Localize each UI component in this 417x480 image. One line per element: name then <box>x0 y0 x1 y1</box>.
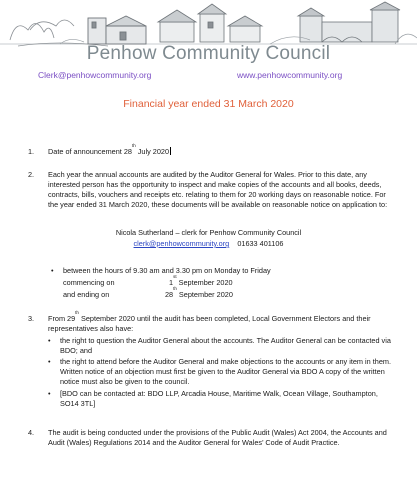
text-cursor <box>170 147 171 155</box>
item-number: 3. <box>28 314 35 323</box>
bdo-address: [BDO can be contacted at: BDO LLP, Arcadia House, Maritime Walk, Ocean Village, Southampton, SO14 3TL] <box>60 389 378 408</box>
electors-intro <box>48 310 398 334</box>
right-to-question: the right to question the Auditor General about the accounts. The Auditor General can be contacted via BDO; and <box>60 336 391 355</box>
commencing-row <box>63 274 393 288</box>
audit-provisions: The audit is being conducted under the provisions of the Public Audit (Wales) Act 2004, the Accounts and Audit (Wales) Regulations 2014 and the Auditor General for Wales’ Code of Audit Practice. <box>48 428 387 447</box>
intro-sup: th <box>75 310 79 315</box>
clerk-phone: 01633 401106 <box>237 239 284 248</box>
hours-bullet <box>51 266 393 276</box>
bullet-dot: • <box>48 336 51 345</box>
date-text-end: July 2020 <box>135 147 170 156</box>
inspection-paragraph: Each year the annual accounts are audited by the Auditor General for Wales. Prior to this date, any interested person has the opportunity to inspect and make copies of the accounts and all books, deeds, contracts, bills, vouchers and receipts etc. relating to them for 20 working days on reasonable notice. For the year ended 31 March 2020, these documents will be available on reasonable notice on application to: <box>48 170 388 209</box>
contact-name: Nicola Sutherland – clerk for Penhow Community Council <box>115 228 302 237</box>
ending-month: September 2020 <box>176 290 233 299</box>
bullet-dot: • <box>48 389 51 398</box>
ending-day: 28 <box>165 290 174 299</box>
commencing-sup: st <box>173 274 177 279</box>
clerk-email-link[interactable]: clerk@penhowcommunity.org <box>133 239 230 248</box>
ending-sup: th <box>173 286 177 291</box>
bullet-dot: • <box>48 357 51 366</box>
ending-date <box>165 286 233 300</box>
contact-line <box>0 239 417 249</box>
item-number: 2. <box>28 170 35 179</box>
commencing-date <box>169 274 233 288</box>
ending-row <box>63 286 393 300</box>
council-name: Penhow Community Council <box>86 43 331 64</box>
date-text: Date of announcement 28 <box>48 147 132 156</box>
commencing-label: commencing on <box>63 278 115 287</box>
header-email-link[interactable]: Clerk@penhowcommunity.org <box>38 70 152 80</box>
hours-text: between the hours of 9.30 am and 3.30 pm on Monday to Friday <box>63 266 271 275</box>
financial-year-title: Financial year ended 31 March 2020 <box>123 98 294 110</box>
item-number: 4. <box>28 428 35 437</box>
rights-bullet <box>48 336 395 356</box>
rights-bullet <box>48 389 395 409</box>
intro-text: From 29 <box>48 314 76 323</box>
commencing-day: 1 <box>169 278 174 287</box>
right-to-object: the right to attend before the Auditor General and make objections to the accounts or any item in them. Written notice of an objection must first be given to the Auditor General via BDO A copy of the written notice must also be given to the council. <box>60 357 391 386</box>
intro-text-end: September 2020 until the audit has been completed, Local Government Electors and their representatives also have: <box>48 314 371 333</box>
commencing-month: September 2020 <box>176 278 233 287</box>
ending-label: and ending on <box>63 290 110 299</box>
item-number: 1. <box>28 147 35 156</box>
date-sup: th <box>131 143 136 148</box>
rights-bullet <box>48 357 395 387</box>
announcement-date <box>48 143 398 157</box>
header-website-link[interactable]: www.penhowcommunity.org <box>237 70 343 80</box>
bullet-dot: • <box>51 266 54 275</box>
